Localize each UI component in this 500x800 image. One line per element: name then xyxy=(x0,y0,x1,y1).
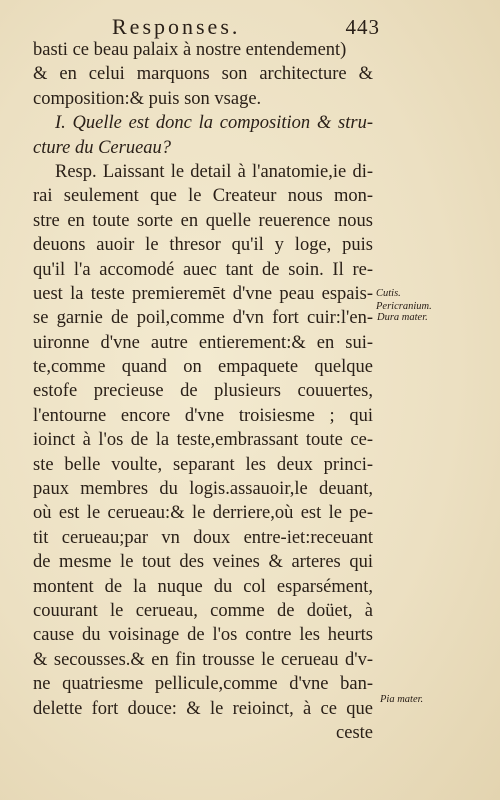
text-line xyxy=(33,160,373,184)
text-line xyxy=(33,38,373,62)
text-line xyxy=(33,62,373,86)
text-line-content: ne quatriesme pellicule,comme d'vne ban- xyxy=(33,674,373,695)
text-line xyxy=(33,331,373,355)
text-line-content: cture du Cerueau? xyxy=(33,137,172,158)
text-line-content: où est le cerueau:& le derriere,où est le pe- xyxy=(33,503,373,524)
text-line-content: & secousses.& en fin trousse le cerueau d'v- xyxy=(33,649,373,670)
text-line-content: uest la teste premieremēt d'vne peau espais- xyxy=(33,283,373,304)
text-line-content: cause du voisinage de l'os contre les heurts xyxy=(33,625,373,646)
text-line-content: te,comme quand on empaquete quelque xyxy=(33,357,373,378)
text-line-content: ceste xyxy=(336,722,373,743)
margin-note-pericranium: Pericranium. xyxy=(376,301,432,312)
text-line-content: tit cerueau;par vn doux entre-iet:receuant xyxy=(33,527,373,548)
text-line-content: stre en toute sorte en quelle reuerence nous xyxy=(33,210,373,231)
text-line xyxy=(33,575,373,599)
text-line-content: de mesme le tout des veines & arteres qui xyxy=(33,552,373,573)
text-line xyxy=(33,697,373,721)
page-number: 443 xyxy=(345,15,380,39)
text-line xyxy=(33,233,373,257)
running-header xyxy=(112,14,380,40)
text-line-content: couurant le cerueau, comme de doüet, à xyxy=(33,600,373,621)
text-line xyxy=(33,404,373,428)
text-line-content: basti ce beau palaix à nostre entendement) xyxy=(33,40,347,60)
margin-note-cutis: Cutis. xyxy=(376,288,401,299)
margin-note-pia-mater: Pia mater. xyxy=(380,694,424,705)
text-line xyxy=(33,428,373,452)
text-line xyxy=(33,550,373,574)
text-line xyxy=(33,184,373,208)
text-line xyxy=(33,672,373,696)
text-line xyxy=(33,355,373,379)
text-line-content: montent de la nuque du col esparsément, xyxy=(33,576,373,597)
text-line xyxy=(33,599,373,623)
text-line-content: & en celui marquons son architecture & xyxy=(33,64,373,85)
bleed-through-text xyxy=(380,0,500,800)
text-line xyxy=(33,258,373,282)
text-line-content: paux membres du logis.assauoir,le deuant, xyxy=(33,479,373,500)
text-line xyxy=(33,209,373,233)
text-line xyxy=(33,623,373,647)
text-line xyxy=(33,453,373,477)
margin-note-dura-mater: Dura mater. xyxy=(377,312,428,323)
text-line-content: qu'il l'a accomodé auec tant de soin. Il re- xyxy=(33,259,373,280)
running-title: Responses. xyxy=(112,14,241,39)
text-line xyxy=(33,111,373,135)
text-line-content: uironne d'vne autre entierement:& en sui- xyxy=(33,332,373,353)
text-line xyxy=(33,526,373,550)
text-line xyxy=(33,721,373,745)
text-line xyxy=(33,648,373,672)
text-line-content: ste belle voulte, separant les deux princi- xyxy=(33,454,373,475)
text-line-content: rai seulement que le Createur nous mon- xyxy=(33,186,373,207)
text-line xyxy=(33,136,373,160)
text-line-content: ioinct à l'os de la teste,embrassant toute ce- xyxy=(33,430,373,451)
text-line-content: estofe precieuse de plusieurs couuertes, xyxy=(33,381,373,402)
text-line xyxy=(33,282,373,306)
text-line xyxy=(33,379,373,403)
text-line-content: l'entourne encore d'vne troisiesme ; qui xyxy=(33,405,373,426)
text-line-content: deuons auoir le thresor qu'il y loge, puis xyxy=(33,235,373,256)
text-line xyxy=(33,87,373,111)
body-text xyxy=(33,38,373,745)
text-line-content: composition:& puis son vsage. xyxy=(33,88,262,109)
text-line xyxy=(33,501,373,525)
text-line-content: se garnie de poil,comme d'vn fort cuir:l'en- xyxy=(33,308,373,329)
text-line-content: I. Quelle est donc la composition & stru- xyxy=(55,113,373,134)
text-line xyxy=(33,477,373,501)
text-line-content: delette fort douce: & le reioinct, à ce que xyxy=(33,698,373,719)
text-line-content: Resp. Laissant le detail à l'anatomie,ie di- xyxy=(55,161,373,182)
text-line xyxy=(33,306,373,330)
